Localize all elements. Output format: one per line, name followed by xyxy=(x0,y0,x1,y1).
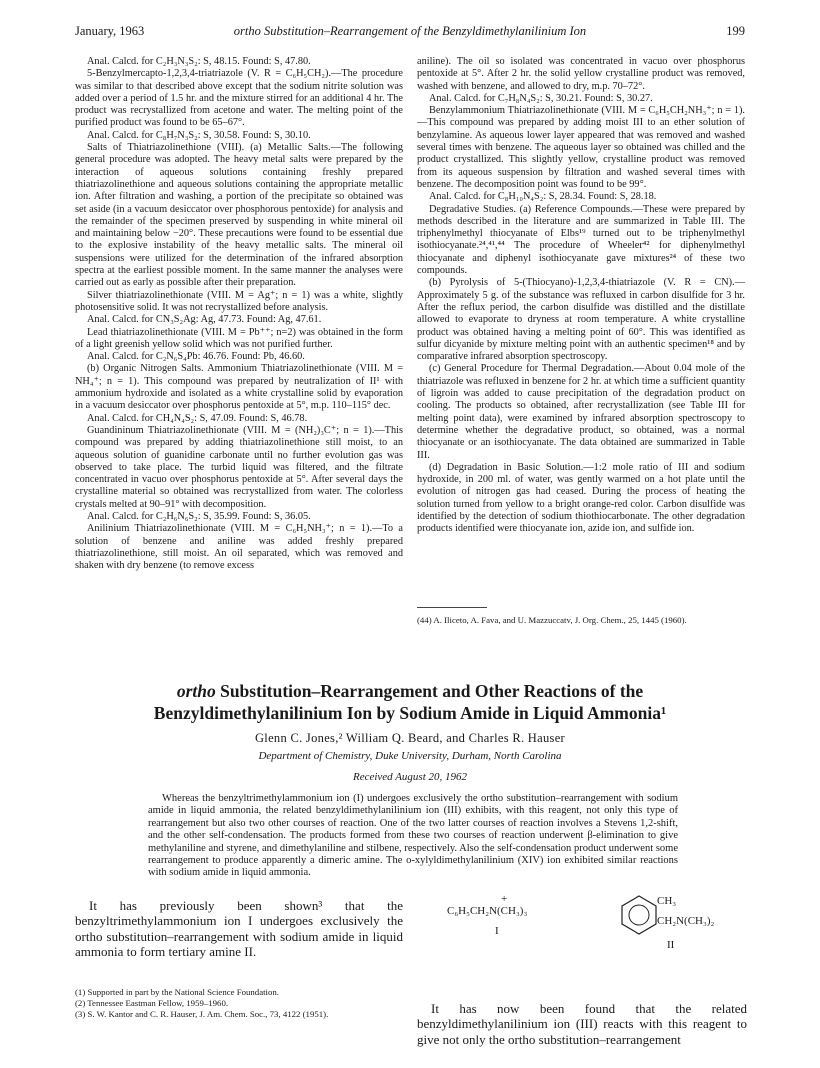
received-date: Received August 20, 1962 xyxy=(352,771,468,783)
structures xyxy=(417,893,747,961)
title-line-1: Substitution–Rearrangement and Other Reactions of the xyxy=(215,681,644,701)
methyl-group: CH₃ xyxy=(657,895,677,907)
paragraph: Anal. Calcd. for C₂N₆S₄Pb: 46.76. Found: Pb, 46.60. xyxy=(87,351,305,363)
paragraph: Silver thiatriazolinethionate (VIII. M = Ag⁺; n = 1) was a white, slightly photosensitive solid. It was not recrystallized before analysis. xyxy=(75,289,403,313)
intro-paragraph xyxy=(75,898,403,959)
paragraph: Anal. Calcd. for C₂H₃N₃S₂: S, 48.15. Found: S, 47.80. xyxy=(87,56,311,67)
structure-II xyxy=(617,893,715,951)
paragraph: 5-Benzylmercapto-1,2,3,4-triatriazole (V. R = C₆H₅CH₂).—The procedure was similar to that described above except that the sodium nitrite solution was added over a period of 1.5 hr. and the mixture stirred for an additional 4 hr. The product was recrystallized from acetone and water. The melting point of the purified product was found to be 65–67°. xyxy=(75,68,403,129)
title-line-2: Benzyldimethylanilinium Ion by Sodium Amide in Liquid Ammonia¹ xyxy=(153,703,667,723)
paragraph: (c) General Procedure for Thermal Degradation.—About 0.04 mole of the thiatriazole was refluxed in benzene for 2 hr. at which time a sufficient quantity of ligroin was added to cause precipitation of the degradation product on cooling. The products so obtained, after recrystallization (see Table III for melting point data), were examined by infrared absorption spectroscopy to determine whether the degradative product, so obtained, was a normal thiocyanate or an isothiocyanate. The data obtained are summarized in Table III. xyxy=(417,363,745,461)
paragraph: Anilinium Thiatriazolinethionate (VIII. M = C₆H₅NH₃⁺; n = 1).—To a solution of benzene and aniline was added freshly prepared thiatriazolinethione, still moist. An oil separated, which was removed and shaken with dry benzene (to remove excess xyxy=(75,523,403,572)
paragraph: (b) Organic Nitrogen Salts. Ammonium Thiatriazolinethionate (VIII. M = NH₄⁺; n = 1). This compound was prepared by neutralization of II¹ with ammonium hydroxide and isolated as a white crystalline solid by evaporation in a vacuum desiccator over phosphorus pentoxide at 5°, m.p. 110–115° dec. xyxy=(75,363,403,412)
charge-plus: + xyxy=(501,893,508,905)
structure-I-label: I xyxy=(495,925,499,937)
rhs-text: It has now been found that the related benzyldimethylanilinium ion (III) reacts with this reagent to give not only the ortho substitution–rearrangement xyxy=(417,1001,747,1047)
article-title xyxy=(75,680,745,724)
authors: Glenn C. Jones,² William Q. Beard, and Charles R. Hauser xyxy=(254,731,566,745)
paragraph: Anal. Calcd. for C₈H₁₀N₄S₂: S, 28.34. Found: S, 28.18. xyxy=(429,191,657,203)
structure-II-label: II xyxy=(667,939,675,951)
page-number: 199 xyxy=(726,24,745,38)
side-chain: CH₂N(CH₃)₂ xyxy=(657,915,715,927)
paragraph: Benzylammonium Thiatriazolinethionate (VIII. M = C₆H₅CH₂NH₃⁺; n = 1).—This compound was prepared by adding moist III to an ether solution of benzylamine. As aqueous lower layer appeared that was removed and washed several times with benzene. The aqueous layer so obtained was chilled and the product crystallized. This slightly yellow, crystalline product was removed from its aqueous suspension by filtration and washed several times with benzene. The decomposition point was found to be 99°. xyxy=(417,105,745,190)
intro-text: It has previously been shown³ that the benzyltrimethylammonium ion I undergoes exclusively the ortho substitution–rearrangement with sodium amide in liquid ammonia to form tertiary amine II. xyxy=(75,898,403,959)
footnote-divider xyxy=(417,607,487,608)
structure-I-formula: C₆H₅CH₂N(CH₃)₃ xyxy=(447,905,528,917)
paragraph: (b) Pyrolysis of 5-(Thiocyano)-1,2,3,4-thiatriazole (V. R = CN).—Approximately 5 g. of the substance was refluxed in carbon disulfide for 3 hr. After the reflux period, the carbon disulfide was distilled and the distillate allowed to evaporate to dryness at room temperature. A white crystalline product was obtained having a melting point of 60°. This was identified as sulfur dicyanide by mixture melting point with an authentic specimen¹⁸ and by comparative infrared absorption spectroscopy. xyxy=(417,277,745,363)
journal-date: January, 1963 xyxy=(75,24,145,38)
paragraph: aniline). The oil so isolated was concentrated in vacuo over phosphorus pentoxide at 5°. After 2 hr. the solid yellow crystalline product was removed, washed with benzene, and allowed to dry, m.p. 70–72°. xyxy=(417,56,745,92)
paragraph: Lead thiatriazolinethionate (VIII. M = Pb⁺⁺; n=2) was obtained in the form of a light greenish yellow solid which was not purified further. xyxy=(75,326,403,350)
rhs-paragraph xyxy=(417,1001,747,1047)
abstract-text: Whereas the benzyltrimethylammonium ion (I) undergoes exclusively the ortho substitution–rearrangement with sodium amide in liquid ammonia, the related benzyldimethylanilinium ion (III) exhibits, with this reagent, not only this type of rearrangement but also two other courses of reaction. One of the two latter courses of reaction involves a Stevens 1,2-shift, and the other self-condensation. The products formed from these two courses of reaction underwent β-elimination to give methylaniline and styrene, and dimethylaniline and stilbene, respectively. Also the self-condensation product underwent some rearrangement to produce apparently a dimeric amine. The o-xylyldimethylanilinium (XIV) ion exhibited similar reactions with sodium amide in liquid ammonia. xyxy=(148,793,678,879)
paragraph: (d) Degradation in Basic Solution.—1:2 mole ratio of III and sodium hydroxide, in 200 ml. of water, was gently warmed on a hot plate until the evolution of nitrogen gas had ceased. During the process of heating the solution turned from yellow to a bright orange-red color. Carbon disulfide was identified by the detection of sodium thiothiocarbonate. The other degradation products identified were thiocyanate ion, azide ion, and sulfide ion. xyxy=(417,461,745,535)
paragraph: Anal. Calcd. for C₈H₇N₃S₂: S, 30.58. Found: S, 30.10. xyxy=(87,129,311,141)
paragraph: Anal. Calcd. for C₂H₆N₆S₂: S, 35.99. Found: S, 36.05. xyxy=(87,510,311,522)
footnote: (3) S. W. Kantor and C. R. Hauser, J. Am. Chem. Soc., 73, 4122 (1951). xyxy=(75,1009,329,1019)
footnote-44: (44) A. Iliceto, A. Fava, and U. Mazzuccatv, J. Org. Chem., 25, 1445 (1960). xyxy=(417,615,687,625)
benzene-ring-icon xyxy=(617,893,661,937)
abstract xyxy=(148,793,678,880)
structure-I xyxy=(447,893,528,937)
department: Department of Chemistry, Duke University, Durham, North Carolina xyxy=(258,750,562,762)
paragraph: Guandininum Thiatriazolinethionate (VIII. M = (NH₂)₃C⁺; n = 1).—This compound was prepared by adding thiatriazolinethione still moist, to an aqueous solution of guanidine carbonate until no further evolution gas was observed to take place. The turbid liquid was filtered, and the filtrate concentrated in vacuo over phosphorus pentoxide at 5°. After several days the crystalline material so obtained was recrystallized from water. The colorless crystals melted at 90–91° with decomposition. xyxy=(75,424,403,510)
title-italic: ortho xyxy=(176,681,216,701)
paragraph: Anal. Calcd. for C₇H₈N₄S₂: S, 30.21. Found: S, 30.27. xyxy=(429,92,653,104)
paragraph: Anal. Calcd. for CN₃S₂Ag: Ag, 47.73. Found: Ag, 47.61. xyxy=(87,314,322,326)
paragraph: Salts of Thiatriazolinethione (VIII). (a) Metallic Salts.—The following general procedure was adopted. The heavy metal salts were prepared by the interaction of aqueous solutions containing freshly prepared thiatriazolinethione and aqueous solutions containing the appropriate metallic ion. After filtration and washing, a portion of the precipitate so obtained was set aside (in a vacuum desiccator over phosphorous pentoxide) for analysis and the remainder of the specimen preserved by suspending in white mineral oil and maintaining below −20°. These precautions were found to be essential due to the explosive instability of the heavy metallic salts. The mineral oil suspensions were utilized for the determination of the infrared absorption spectra at the earliest possible moment. In the same manner the analyses were carried out as early as possible after their preparation. xyxy=(75,142,403,289)
left-column xyxy=(75,56,403,572)
paragraph: Degradative Studies. (a) Reference Compounds.—These were prepared by methods described in the literature and are summarized in Table III. The triphenylmethyl thiocyanate of Elbs¹⁹ turned out to be triphenylmethyl isothiocyanate.²⁴,⁴¹,⁴⁴ The procedure of Wheeler⁴² for diphenylmethyl thiocyanate and diphenyl isothiocyanate gave mixtures²⁴ of these two compounds. xyxy=(417,203,745,277)
footnote: (1) Supported in part by the National Science Foundation. xyxy=(75,987,279,997)
right-column xyxy=(417,56,745,536)
page-header xyxy=(75,24,745,40)
running-title: ortho Substitution–Rearrangement of the Benzyldimethylanilinium Ion xyxy=(233,24,587,38)
paragraph: Anal. Calcd. for CH₄N₄S₂: S, 47.09. Found: S, 46.78. xyxy=(87,412,308,424)
footnote: (2) Tennessee Eastman Fellow, 1959–1960. xyxy=(75,998,229,1008)
footnotes xyxy=(75,987,415,1020)
